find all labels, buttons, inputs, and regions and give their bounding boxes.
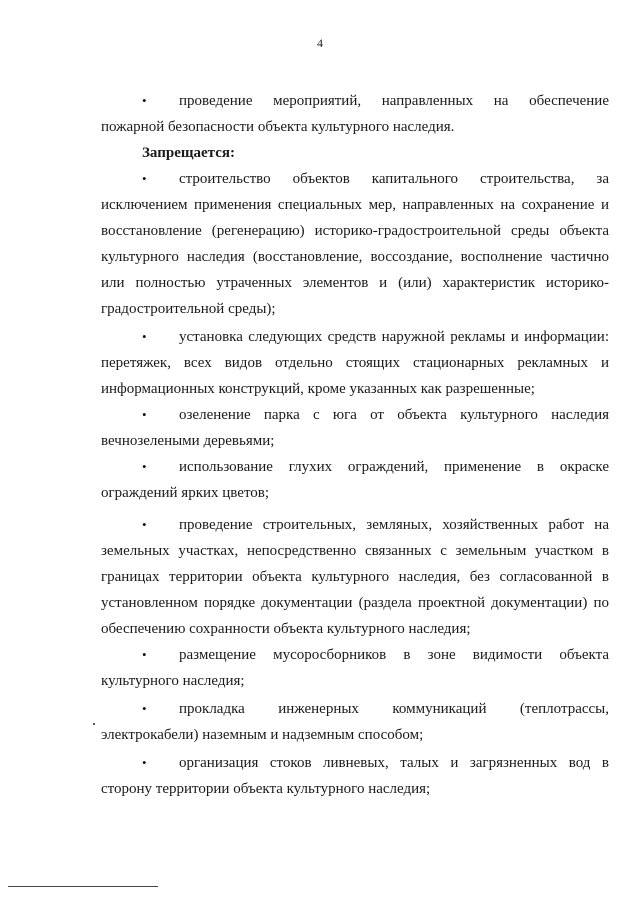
bullet-icon: • xyxy=(142,171,147,186)
bullet-icon: • xyxy=(142,755,147,770)
scan-speck xyxy=(93,723,95,725)
list-item-line: электрокабели) наземным и надземным способом; xyxy=(101,727,424,743)
bullet-icon: • xyxy=(142,93,147,108)
list-item-line: проведение строительных, земляных, хозяйственных работ на xyxy=(179,517,609,533)
list-item-line: информационных конструкций, кроме указанных как разрешенные; xyxy=(101,381,535,397)
list-item-line: проведение мероприятий, направленных на обеспечение xyxy=(179,93,609,109)
list-item xyxy=(101,512,609,642)
bullet-icon: • xyxy=(142,407,147,422)
bullet-icon: • xyxy=(142,329,147,344)
list-item-line: прокладка инженерных коммуникаций (теплотрассы, xyxy=(179,701,609,717)
list-item xyxy=(101,88,609,140)
list-item-line: исключением применения специальных мер, направленных на сохранение и xyxy=(101,197,609,213)
list-item-line: сторону территории объекта культурного наследия; xyxy=(101,781,431,797)
list-item-line: градостроительной среды); xyxy=(101,301,276,317)
list-item-line: вечнозелеными деревьями; xyxy=(101,433,275,449)
list-item-line: установка следующих средств наружной рекламы и информации: xyxy=(179,329,609,345)
bullet-icon: • xyxy=(142,517,147,532)
bullet-icon: • xyxy=(142,459,147,474)
list-item-line: установленном порядке документации (раздела проектной документации) по xyxy=(101,595,609,611)
list-item xyxy=(101,750,609,802)
list-item-line: ограждений ярких цветов; xyxy=(101,485,270,501)
list-item xyxy=(101,696,609,748)
page-number: 4 xyxy=(317,36,323,50)
list-item xyxy=(101,166,609,322)
list-item xyxy=(101,324,609,402)
list-item-line: границах территории объекта культурного наследия, без согласованной в xyxy=(101,569,609,585)
list-item-line: культурного наследия (восстановление, воссоздание, восполнение частично xyxy=(101,249,609,265)
list-item-line: или полностью утраченных элементов и (или) характеристик историко- xyxy=(101,275,609,291)
bullet-icon: • xyxy=(142,647,147,662)
list-item-line: озеленение парка с юга от объекта культурного наследия xyxy=(179,407,609,423)
list-item-line: размещение мусоросборников в зоне видимости объекта xyxy=(179,647,609,663)
list-item xyxy=(101,402,609,454)
list-item-line: строительство объектов капитального строительства, за xyxy=(179,171,609,187)
list-item xyxy=(101,454,609,506)
section-heading: Запрещается: xyxy=(142,145,236,161)
list-item-line: использование глухих ограждений, применение в окраске xyxy=(179,459,609,475)
footer-rule xyxy=(8,886,158,887)
list-item-line: культурного наследия; xyxy=(101,673,245,689)
list-item xyxy=(101,642,609,694)
list-item-line: земельных участках, непосредственно связанных с земельным участком в xyxy=(101,543,609,559)
list-item-line: пожарной безопасности объекта культурного наследия. xyxy=(101,119,455,135)
list-item-line: организация стоков ливневых, талых и загрязненных вод в xyxy=(179,755,609,771)
bullet-icon: • xyxy=(142,701,147,716)
list-item-line: перетяжек, всех видов отдельно стоящих стационарных рекламных и xyxy=(101,355,609,371)
list-item-line: обеспечению сохранности объекта культурного наследия; xyxy=(101,621,471,637)
list-item-line: восстановление (регенерацию) историко-градостроительной среды объекта xyxy=(101,223,609,239)
